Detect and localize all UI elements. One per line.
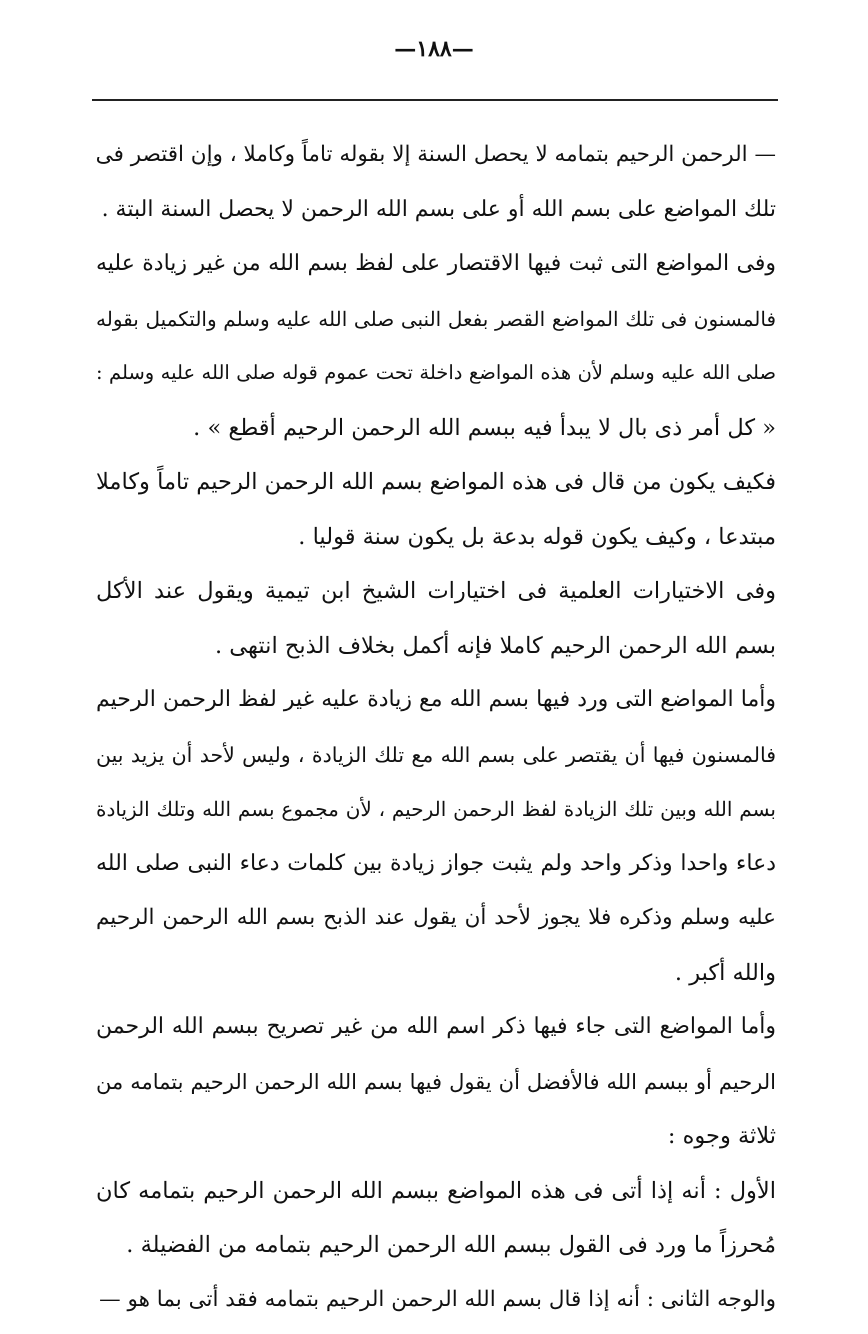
text-line: فالمسنون فى تلك المواضع القصر بفعل النبى صلى الله عليه وسلم والتكميل بقوله xyxy=(96,306,776,331)
text-line: الرحيم أو ببسم الله فالأفضل أن يقول فيها بسم الله الرحمن الرحيم بتمامه من xyxy=(96,1069,776,1094)
text-line: وأما المواضع التى ورد فيها بسم الله مع زيادة عليه غير لفظ الرحمن الرحيم xyxy=(96,687,776,712)
page-number: —١٨٨— xyxy=(394,36,474,62)
text-line: وأما المواضع التى جاء فيها ذكر اسم الله من غير تصريح ببسم الله الرحمن xyxy=(96,1014,776,1039)
text-line: « كل أمر ذى بال لا يبدأ فيه ببسم الله الرحمن الرحيم أقطع » . xyxy=(193,414,776,441)
text-line: ثلاثة وجوه : xyxy=(667,1123,776,1149)
text-line: وفى المواضع التى ثبت فيها الاقتصار على لفظ بسم الله من غير زيادة عليه xyxy=(96,251,776,276)
text-line: فكيف يكون من قال فى هذه المواضع بسم الله الرحمن الرحيم تاماً وكاملا xyxy=(96,469,776,495)
text-line: بسم الله وبين تلك الزيادة لفظ الرحمن الرحيم ، لأن مجموع بسم الله وتلك الزيادة xyxy=(96,797,776,821)
text-line: وفى الاختيارات العلمية فى اختيارات الشيخ ابن تيمية ويقول عند الأكل xyxy=(96,578,776,604)
text-line: الأول : أنه إذا أتى فى هذه المواضع ببسم الله الرحمن الرحيم بتمامه كان xyxy=(96,1177,776,1204)
text-line: عليه وسلم وذكره فلا يجوز لأحد أن يقول عند الذبح بسم الله الرحمن الرحيم xyxy=(96,905,776,930)
text-line: فالمسنون فيها أن يقتصر على بسم الله مع تلك الزيادة ، وليس لأحد أن يزيد بين xyxy=(96,742,776,767)
text-line: مبتدعا ، وكيف يكون قوله بدعة بل يكون سنة قوليا . xyxy=(298,523,776,550)
text-line: بسم الله الرحمن الرحيم كاملا فإنه أكمل بخلاف الذبح انتهى . xyxy=(214,632,776,659)
text-line: صلى الله عليه وسلم لأن هذه المواضع داخلة تحت عموم قوله صلى الله عليه وسلم : xyxy=(96,361,776,384)
header-rule xyxy=(92,99,778,101)
text-line: — الرحمن الرحيم بتمامه لا يحصل السنة إلا بقوله تاماً وكاملا ، وإن اقتصر فى xyxy=(96,142,776,167)
text-line: تلك المواضع على بسم الله أو على بسم الله الرحمن لا يحصل السنة البتة . xyxy=(101,196,776,222)
text-line: دعاء واحدا وذكر واحد ولم يثبت جواز زيادة بين كلمات دعاء النبى صلى الله xyxy=(96,850,776,876)
text-line: والله أكبر . xyxy=(674,959,776,986)
text-line: مُحرزاً ما ورد فى القول ببسم الله الرحمن الرحيم بتمامه من الفضيلة . xyxy=(126,1232,776,1258)
text-line: والوجه الثانى : أنه إذا قال بسم الله الرحمن الرحيم بتمامه فقد أتى بما هو — xyxy=(99,1286,776,1312)
body-text xyxy=(96,128,776,1327)
